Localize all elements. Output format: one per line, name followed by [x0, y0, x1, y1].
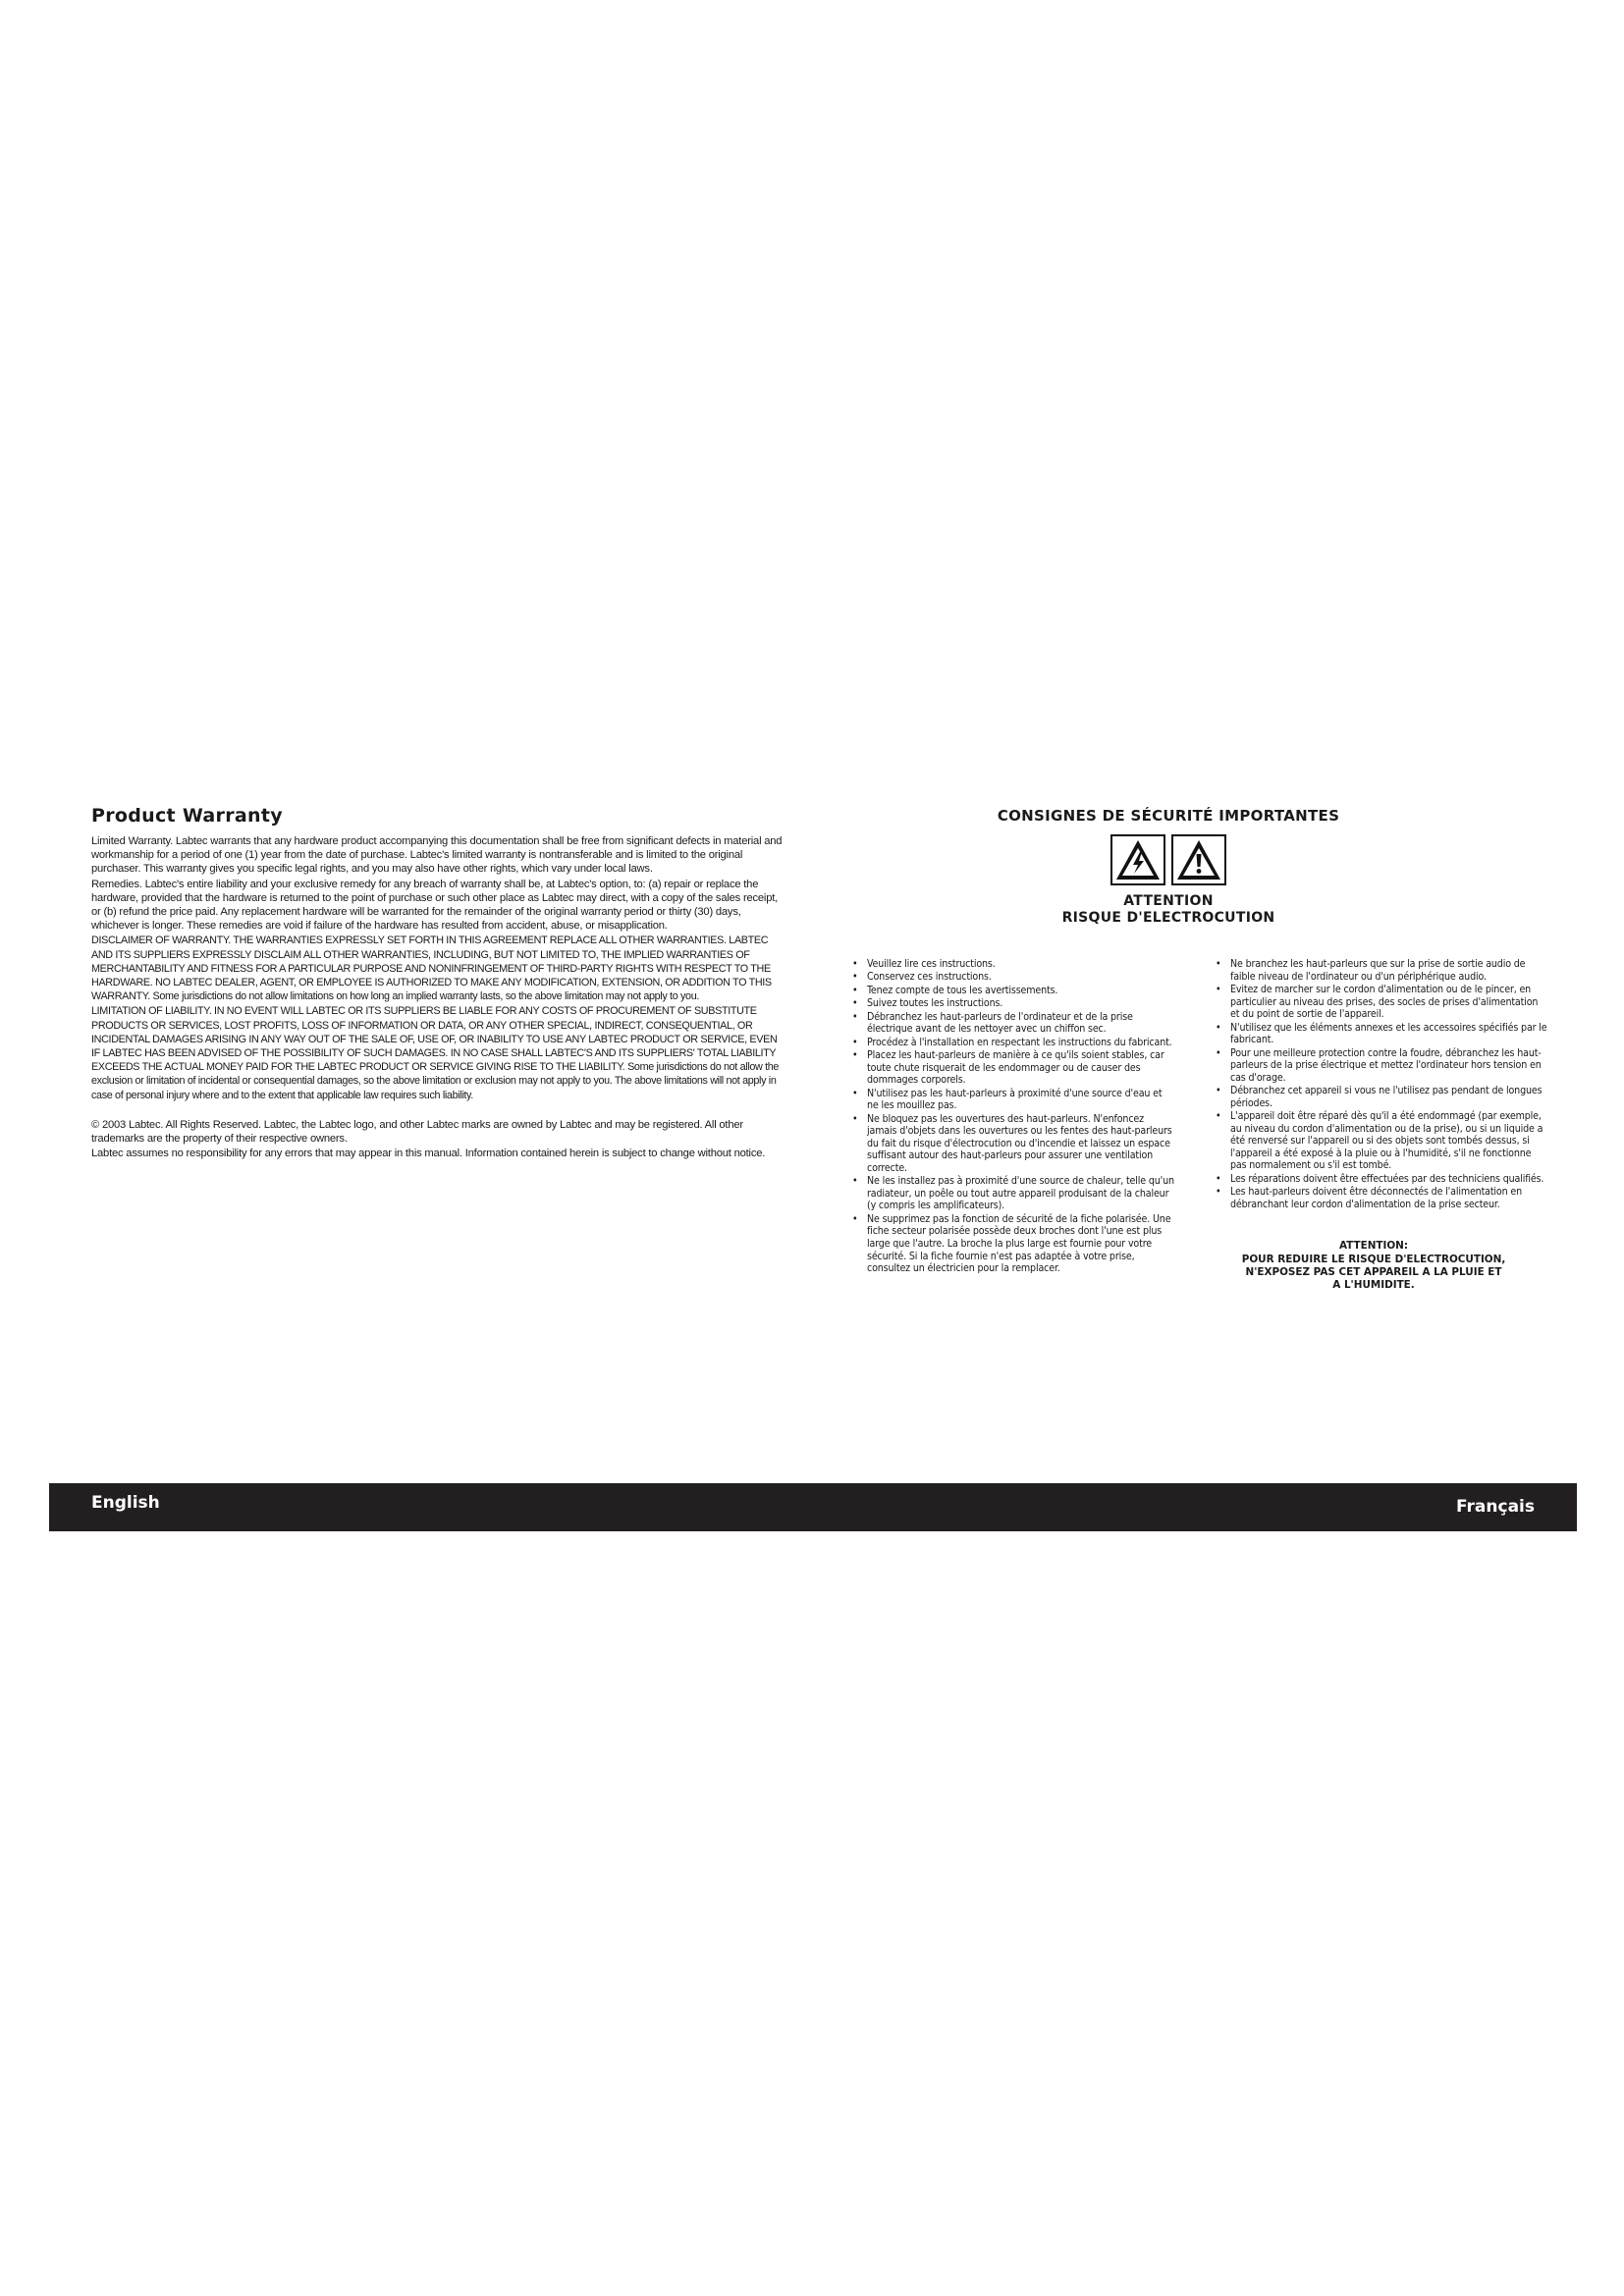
final-attention-line: POUR REDUIRE LE RISQUE D'ELECTROCUTION, [1241, 1253, 1506, 1265]
list-item: • Ne branchez les haut-parleurs que sur la prise de sortie audio de faible niveau de l'ordinateur ou d'un périphérique audio. [1216, 958, 1549, 983]
safety-list-column-2 [1216, 958, 1549, 1292]
list-item: • Les haut-parleurs doivent être déconnectés de l'alimentation en débranchant leur cordon d'alimentation de la prise secteur. [1216, 1186, 1549, 1210]
list-item: • Placez les haut-parleurs de manière à ce qu'ils soient stables, car toute chute risquerait de les endommager ou de causer des dommages corporels. [852, 1049, 1174, 1087]
language-footer-bar [49, 1483, 1577, 1531]
footer-language-french: Français [1456, 1497, 1535, 1517]
list-item: • N'utilisez pas les haut-parleurs à proximité d'une source d'eau et ne les mouillez pas. [852, 1088, 1174, 1112]
responsibility-paragraph: Labtec assumes no responsibility for any errors that may appear in this manual. Information contained herein is subject to change without notice. [91, 1148, 766, 1160]
warranty-remedies-paragraph: Remedies. Labtec's entire liability and your exclusive remedy for any breach of warranty shall be, at Labtec's option, to: (a) repair or replace the hardware, provided that the hardware is returned to the point of purchase or such other place as Labtec may direct, with a copy of the sales receipt, or (b) refund the price paid. Any replacement hardware will be warranted for the remainder of the original warranty period or thirty (30) days, whichever is longer. These remedies are void if failure of the hardware has resulted from accident, abuse, or misapplication. [91, 878, 779, 933]
list-item: • Les réparations doivent être effectuées par des techniciens qualifiés. [1216, 1173, 1549, 1186]
list-item: • Conservez ces instructions. [852, 971, 1174, 984]
safety-header [854, 807, 1483, 927]
safety-list-column-1 [852, 958, 1174, 1276]
list-item: • Ne supprimez pas la fonction de sécurité de la fiche polarisée. Une fiche secteur polarisée possède deux broches dont l'une est plus large que l'autre. La broche la plus large est fournie pour votre sécurité. Si la fiche fournie n'est pas adaptée à votre prise, consultez un électricien pour la remplacer. [852, 1213, 1174, 1275]
final-attention-line: ATTENTION: [1338, 1240, 1409, 1253]
final-attention-line: N'EXPOSEZ PAS CET APPAREIL A LA PLUIE ET [1245, 1265, 1502, 1278]
list-item: • Ne bloquez pas les ouvertures des haut-parleurs. N'enfoncez jamais d'objets dans les ouvertures ou les fentes des haut-parleurs du fait du risque d'électrocution ou d'incendie et laissez un espace suffisant autour des haut-parleurs pour assurer une ventilation correcte. [852, 1113, 1174, 1175]
list-item: • Tenez compte de tous les avertissements. [852, 985, 1174, 997]
copyright-paragraph: © 2003 Labtec. All Rights Reserved. Labtec, the Labtec logo, and other Labtec marks are owned by Labtec and may be registered. All other trademarks are the property of their respective owners. [91, 1118, 743, 1146]
warning-icons-group [854, 834, 1483, 885]
list-item: • Veuillez lire ces instructions. [852, 958, 1174, 971]
list-item: • Débranchez les haut-parleurs de l'ordinateur et de la prise électrique avant de les nettoyer avec un chiffon sec. [852, 1011, 1174, 1036]
safety-title: CONSIGNES DE SÉCURITÉ IMPORTANTES [997, 807, 1340, 825]
attention-label: ATTENTION [1123, 893, 1214, 909]
warranty-limited-paragraph: Limited Warranty. Labtec warrants that any hardware product accompanying this documentation shall be free from significant defects in material and workmanship for a period of one (1) year from the date of purchase. Labtec's limited warranty is nontransferable and is limited to the original purchaser. This warranty gives you specific legal rights, and you may also have other rights, which vary under local laws. [91, 835, 783, 876]
lightning-warning-icon [1110, 834, 1165, 885]
warranty-disclaimer-paragraph: DISCLAIMER OF WARRANTY. THE WARRANTIES EXPRESSLY SET FORTH IN THIS AGREEMENT REPLACE ALL OTHER WARRANTIES. LABTEC AND ITS SUPPLIERS EXPRESSLY DISCLAIM ALL OTHER WARRANTIES, INCLUDING, BUT NOT LIMITED TO, THE IMPLIED WARRANTIES OF MERCHANTABILITY AND FITNESS FOR A PARTICULAR PURPOSE AND NONINFRINGEMENT OF THIRD-PARTY RIGHTS WITH RESPECT TO THE HARDWARE. NO LABTEC DEALER, AGENT, OR EMPLOYEE IS AUTHORIZED TO MAKE ANY MODIFICATION, EXTENSION, OR ADDITION TO THIS WARRANTY. Some jurisdictions do not allow limitations on how long an implied warranty lasts, so the above limitation may not apply to you. [91, 934, 772, 1003]
list-item: • N'utilisez que les éléments annexes et les accessoires spécifiés par le fabricant. [1216, 1022, 1549, 1046]
list-item: • Suivez toutes les instructions. [852, 997, 1174, 1010]
warranty-section [91, 805, 784, 1161]
final-attention-line: A L'HUMIDITE. [1332, 1279, 1415, 1292]
list-item: • Débranchez cet appareil si vous ne l'utilisez pas pendant de longues périodes. [1216, 1085, 1549, 1109]
electrocution-risk-label: RISQUE D'ELECTROCUTION [1061, 910, 1275, 926]
list-item: • L'appareil doit être réparé dès qu'il a été endommagé (par exemple, au niveau du cordon d'alimentation ou de la prise), ou si un liquide a été renversé sur l'appareil ou si des objets sont tombés dessus, si l'appareil a été exposé à la pluie ou à l'humidité, s'il ne fonctionne pas normalement ou s'il est tombé. [1216, 1110, 1549, 1172]
list-item: • Pour une meilleure protection contre la foudre, débranchez les haut-parleurs de la prise électrique et mettez l'ordinateur hors tension en cas d'orage. [1216, 1047, 1549, 1085]
footer-language-english: English [91, 1493, 160, 1513]
electrocution-warning-heading [854, 893, 1483, 927]
list-item: • Ne les installez pas à proximité d'une source de chaleur, telle qu'un radiateur, un poêle ou tout autre appareil produisant de la chaleur (y compris les amplificateurs). [852, 1175, 1174, 1212]
warranty-liability-paragraph: LIMITATION OF LIABILITY. IN NO EVENT WILL LABTEC OR ITS SUPPLIERS BE LIABLE FOR ANY COSTS OF PROCUREMENT OF SUBSTITUTE PRODUCTS OR SERVICES, LOST PROFITS, LOSS OF INFORMATION OR DATA, OR ANY OTHER SPECIAL, INDIRECT, CONSEQUENTIAL, OR INCIDENTAL DAMAGES ARISING IN ANY WAY OUT OF THE SALE OF, USE OF, OR INABILITY TO USE ANY LABTEC PRODUCT OR SERVICE, EVEN IF LABTEC HAS BEEN ADVISED OF THE POSSIBILITY OF SUCH DAMAGES. IN NO CASE SHALL LABTEC'S AND ITS SUPPLIERS' TOTAL LIABILITY EXCEEDS THE ACTUAL MONEY PAID FOR THE LABTEC PRODUCT OR SERVICE GIVING RISE TO THE LIABILITY. Some jurisdictions do not allow the exclusion or limitation of incidental or consequential damages, so the above limitation or exclusion may not apply to you. The above limitations will not apply in case of personal injury where and to the extent that applicable law requires such liability. [91, 1005, 780, 1101]
list-item: • Evitez de marcher sur le cordon d'alimentation ou de le pincer, en particulier au niveau des prises, des socles de prises d'alimentation et du point de sortie de l'appareil. [1216, 984, 1549, 1021]
final-attention-notice [1216, 1240, 1549, 1292]
warranty-heading: Product Warranty [91, 805, 283, 827]
exclamation-warning-icon [1171, 834, 1226, 885]
list-item: • Procédez à l'installation en respectant les instructions du fabricant. [852, 1037, 1174, 1049]
